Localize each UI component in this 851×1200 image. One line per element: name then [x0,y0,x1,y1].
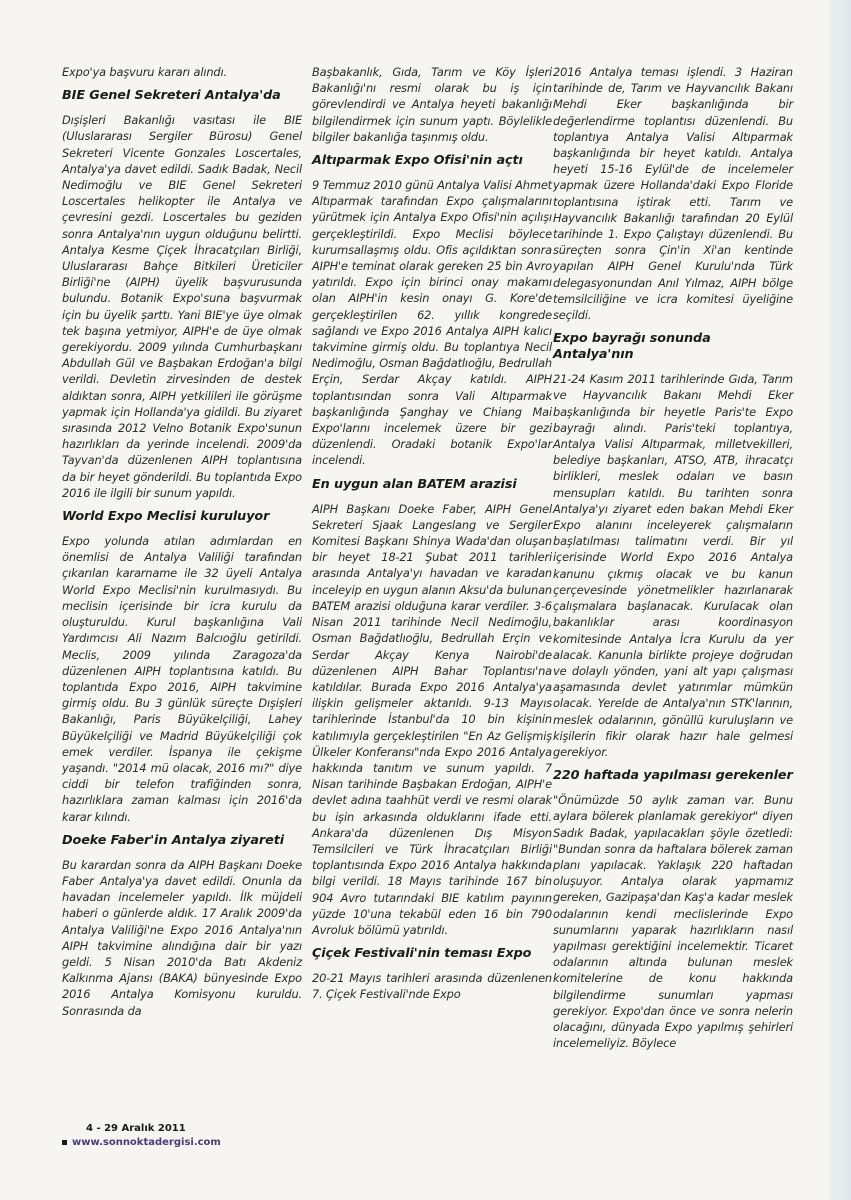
section-heading: Expo bayrağı sonunda Antalya'nın [553,331,711,363]
paragraph: AIPH Başkanı Doeke Faber, AIPH Genel Sekreteri Sjaak Langeslang ve Sergiler Komitesi Başkanı Shinya Wada'dan oluşan bir heyet 18-21 Şubat 2011 tarihleri arasında Antalya'yı havadan ve karadan inceleyip en uygun alanın Aksu'da bulunan BATEM arazisi olduğuna karar verdiler. 3-6 Nisan 2011 tarihinde Necil Nedimoğlu, Osman Bağdatlıoğlu, Bedrullah Erçin ve Serdar Akçay Kenya Nairobi'de düzenlenen AIPH Bahar Toplantısı'na katıldılar. Burada Expo 2016 Antalya'ya ilişkin gelişmeler aktarıldı. 9-13 Mayıs tarihlerinde İstanbul'da 10 bin kişinin katılımıyla gerçekleştirilen "En Az Gelişmiş Ülkeler Konferansı"nda Expo 2016 Antalya hakkında tanıtım ve sunum yapıldı. 7 Nisan tarihinde Başbakan Erdoğan, AIPH'e devlet adına taahhüt verdi ve resmi olarak bu işin arkasında olduklarını ifade etti. Ankara'da düzenlenen Dış Misyon Temsilcileri ve Türk İhracatçıları Birliği toplantısında Expo 2016 Antalya hakkında bilgi verildi. 18 Mayıs tarihinde 167 bin 904 Avro tutarındaki BIE katılım payının yüzde 10'una tekabül eden 16 bin 790 Avroluk bölümü yatırıldı. [312,501,552,937]
paragraph: 20-21 Mayıs tarihleri arasında düzenlenen 7. Çiçek Festivali'nde Expo [312,971,552,1002]
issue-date: 4 - 29 Aralık 2011 [86,1123,186,1134]
footer-url-row [62,1136,221,1150]
section-heading: Çiçek Festivali'nin teması Expo [312,946,532,962]
website-link[interactable]: www.sonnoktadergisi.com [72,1137,221,1148]
article-column-1 [62,64,302,1025]
paragraph: Expo yolunda atılan adımlardan en önemlisi de Antalya Valiliği tarafından çıkarılan kararname ile 32 üyeli Antalya World Expo Meclisi'nin kurulmasıydı. Bu meclisin içerisinde bir icra kurulu da oluşturuldu. Kurul başkanlığına Vali Yardımcısı Ali Nazım Balcıoğlu getirildi. Meclis, 2009 yılında Zaragoza'da düzenlenen AIPH toplantısına katıldı. Bu toplantıda Expo 2016, AIPH takvimine girmiş oldu. Bu 3 günlük süreçte Dışişleri Bakanlığı, Paris Büyükelçiliği, Lahey Büyükelçiliği ve Madrid Büyükelçiliği çok emek verdiler. İspanya ile çekişme yaşandı. "2014 mü olacak, 2016 mı?" diye ciddi bir telefon trafiğinden sonra, hazırlıklara zaman kalması için 2016'da karar kılındı. [62,534,302,824]
section-heading: Altıparmak Expo Ofisi'nin açtı [312,153,523,169]
paragraph: Expo'ya başvuru kararı alındı. [62,65,227,79]
section-heading: World Expo Meclisi kuruluyor [62,509,270,525]
page-edge-tint [829,0,851,1200]
section-heading: Doeke Faber'in Antalya ziyareti [62,832,285,848]
paragraph: 9 Temmuz 2010 günü Antalya Valisi Ahmet Altıparmak tarafından Expo çalışmalarını yürütmek için Antalya Expo Ofisi'nin açılışı gerçekleştirildi. Expo Meclisi böylece kurumsallaşmış oldu. Ofis açıldıktan sonra AIPH'e teminat olarak gereken 25 bin Avro yatırıldı. Expo için birinci onay makamı olan AIPH'in kesin onayı G. Kore'de gerçekleştirilen 62. yıllık kongrede sağlandı ve Expo 2016 Antalya AIPH kalıcı takvimine girmiş oldu. Bu toplantıya Necil Nedimoğlu, Osman Bağdatlıoğlu, Bedrullah Erçin, Serdar Akçay katıldı. AIPH toplantısından sonra Vali Altıparmak başkanlığında Şanghay ve Chiang Mai Expo'larını incelemek üzere bir gezi düzenlendi. Oradaki botanik Expo'lar incelendi. [312,178,553,468]
section-heading: En uygun alan BATEM arazisi [312,476,517,492]
article-column-2 [312,64,552,1009]
section-heading: 220 haftada yapılması gerekenler [553,768,793,784]
paragraph: Dışişleri Bakanlığı vasıtası ile BIE (Uluslararası Sergiler Bürosu) Genel Sekreteri Vicente Gonzales Loscertales, Antalya'ya davet edildi. Sadık Badak, Necil Nedimoğlu ve BIE Genel Sekreteri Loscertales helikopter ile Antalya ve çevresini gezdi. Loscertales bu geziden sonra Antalya'nın uygun olduğunu belirtti. Antalya Kesme Çiçek İhracatçıları Birliği, Uluslararası Bahçe Bitkileri Üreticiler Birliği'ne (AIPH) üyelik başvurusunda bulundu. Botanik Expo'suna başvurmak için bu üyelik şarttı. Yani BIE'ye üye olmak tek başına yetmiyor, AIPH'e de üye olmak gerekiyordu. 2009 yılında Cumhurbaşkanı Abdullah Gül ve Başbakan Erdoğan'a bilgi verildi. Devletin zirvesinden de destek aldıktan sonra, AIPH yetkilileri ile görüşme yapmak için Hollanda'ya gidildi. Bu ziyaret sırasında 2012 Velno Botanik Expo'sunun hazırlıkları da yerinde incelendi. 2009'da Tayvan'da düzenlenen AIPH toplantısına da bir heyet gönderildi. Bu toplantıda Expo 2016 ile ilgili bir sunum yapıldı. [62,113,302,500]
paragraph: Başbakanlık, Gıda, Tarım ve Köy İşleri Bakanlığı'nı resmi olarak bu iş için görevlendirdi ve Antalya heyeti bakanlığı bilgilendirmek için sunum yaptı. Böylelikle bilgiler bakanlığa taşınmış oldu. [312,65,552,144]
paragraph: 21-24 Kasım 2011 tarihlerinde Gıda, Tarım ve Hayvancılık Bakanı Mehdi Eker başkanlığında bir heyetle Paris'te Expo bayrağı alındı. Paris'teki toplantıya, Antalya Valisi Altıparmak, milletvekilleri, belediye başkanları, ATSO, ATB, ihracatçı birlikleri, meslek odaları ve basın mensupları katıldı. Bu tarihten sonra Antalya'yı ziyaret eden bakan Mehdi Eker Expo alanını inceleyerek çalışmaların başlatılması talimatını verdi. Bir yıl içerisinde World Expo 2016 Antalya kanunu çıkmış olacak ve bu kanun çerçevesinde yönetmelikler hazırlanarak çalışmalara başlanacak. Kurulacak olan bakanlıklar arası koordinasyon komitesinde Antalya İcra Kurulu da yer alacak. Kanunla birlikte projeye doğrudan ve dolaylı yönden, yani alt yapı çalışması aşamasında devlet yatırımlar mümkün olacak. Yerelde de Antalya'nın STK'larının, meslek odalarının, gönüllü kuruluşların ve kişilerin fikir olarak hazır hale gelmesi gerekiyor. [553,372,793,759]
square-bullet-icon [62,1140,67,1145]
section-heading: BIE Genel Sekreteri Antalya'da [62,88,281,104]
paragraph: "Önümüzde 50 aylık zaman var. Bunu aylara bölerek planlamak gerekiyor" diyen Sadık Badak, yapılacakları şöyle özetledi: "Bundan sonra da haftalara bölerek zaman planı yapılacak. Yaklaşık 220 haftadan oluşuyor. Antalya olarak yapmamız gereken, Gazipaşa'dan Kaş'a kadar meslek odalarının kendi meclislerinde Expo sunumlarını yaparak hazırlıkların nasıl yapılması gerektiğini incelemektir. Ticaret odalarının altında bulunan meslek komitelerine de konu hakkında bilgilendirme sunumları yapması gerekiyor. Expo'dan önce ve sonra nelerin olacağını, dünyada Expo yapılmış şehirleri incelemeliyiz. Böylece [553,793,793,1051]
article-column-3 [553,64,793,1057]
paragraph: Bu karardan sonra da AIPH Başkanı Doeke Faber Antalya'ya davet edildi. Onunla da havadan incelemeler yapıldı. İlk müjdeli haberi o günlerde aldık. 17 Aralık 2009'da Antalya Valiliği'ne Expo 2016 Antalya'nın AIPH takvimine alındığına dair bir yazı geldi. 5 Nisan 2010'da Batı Akdeniz Kalkınma Ajansı (BAKA) bünyesinde Expo 2016 Antalya Komisyonu kuruldu. Sonrasında da [62,857,302,1018]
paragraph: 2016 Antalya teması işlendi. 3 Haziran tarihinde de, Tarım ve Hayvancılık Bakanı Mehdi Eker başkanlığında bir değerlendirme toplantısı düzenlendi. Bu toplantıya Antalya Valisi Altıparmak başkanlığında bir heyet katıldı. Antalya heyeti 15-16 Eylül'de de incelemeler yapmak üzere Hollanda'daki Expo Floride toplantısına iştirak etti. Tarım ve Hayvancılık Bakanlığı tarafından 20 Eylül tarihinde 1. Expo Çalıştayı düzenlendi. Bu süreçten sonra Çin'in Xi'an kentinde yapılan AIPH Genel Kurulu'nda Türk delegasyonundan Anıl Yılmaz, AIPH bölge temsilciliğine ve icra komitesi üyeliğine seçildi. [553,65,793,323]
page-footer [62,1122,221,1150]
